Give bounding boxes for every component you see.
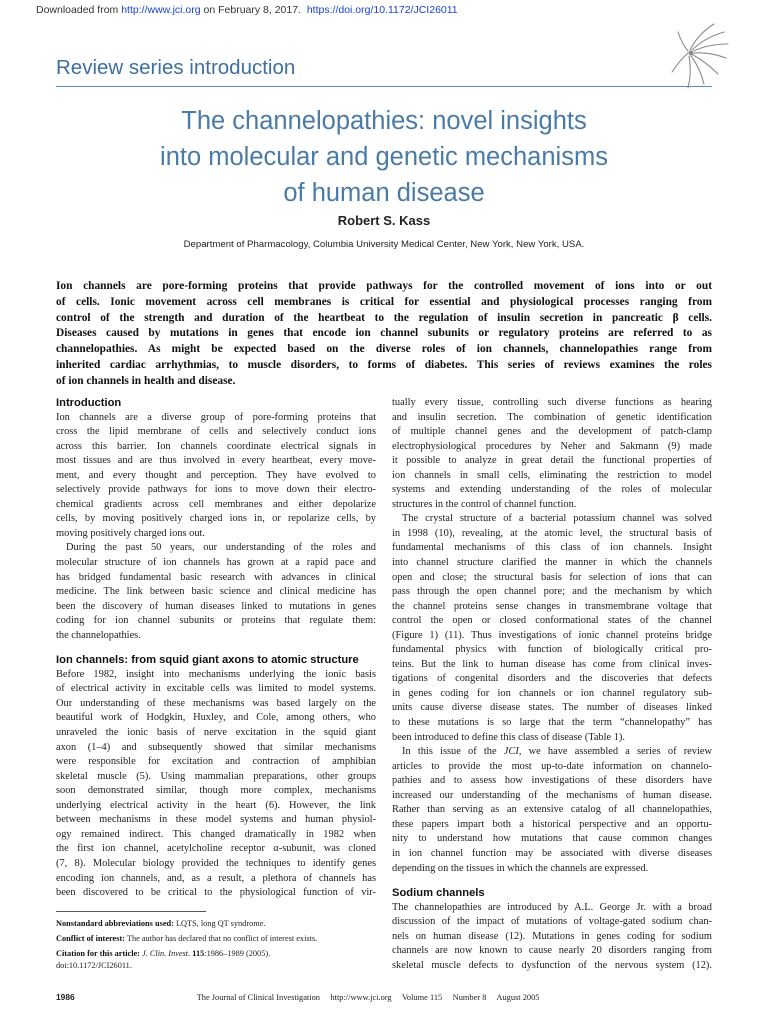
abstract-line: Diseases caused by mutations in genes that encode ion channel subunits or regulatory proteins are referred to as xyxy=(56,327,712,340)
jci-pinwheel-logo-icon xyxy=(668,20,730,92)
body-line: has bridged fundamental basic research with advances in clinical xyxy=(56,571,376,583)
body-line: Rather than serving as an extensive catalog of all channelopathies, xyxy=(392,804,712,816)
body-line: these papers impart both a historical perspective and an opportu- xyxy=(392,818,712,830)
author-name: Robert S. Kass xyxy=(337,213,431,228)
abbreviations-text: LQTS, long QT syndrome. xyxy=(175,919,266,928)
body-line: teins. But the link to human disease has come from clinical inves- xyxy=(392,658,712,670)
body-line: the channel proteins sense changes in transmembrane voltage that xyxy=(392,600,712,612)
body-line: into channel structure clarified the manner in which the channels xyxy=(392,557,712,569)
body-line: been the discovery of human diseases linked to mutations in genes xyxy=(56,600,376,612)
body-line: discussion of the impact of mutations of voltage-gated sodium chan- xyxy=(392,916,712,928)
body-line: been introduced to define this class of disease (Table 1). xyxy=(392,731,625,743)
body-line: pathies and to assess how investigations of these disorders have xyxy=(392,775,712,787)
body-line: cross the lipid membrane of cells and selectively conduct ions xyxy=(56,426,376,438)
footer-journal: The Journal of Clinical Investigation xyxy=(196,993,320,1002)
abstract-line: of ion channels in health and disease. xyxy=(56,374,236,387)
section-heading-squid: Ion channels: from squid giant axons to atomic structure xyxy=(56,654,359,667)
title-line: into molecular and genetic mechanisms xyxy=(160,143,608,171)
body-line: of electrical activity in excitable cells was limited to model systems. xyxy=(56,683,376,695)
body-line: depending on the tissues in which the channels are expressed. xyxy=(392,862,649,874)
footer-volume: Volume 115 xyxy=(401,993,443,1002)
body-line: axon (1–4) and subsequently showed that similar mechanisms xyxy=(56,741,376,753)
page-number: 1986 xyxy=(56,992,75,1002)
conflict-note xyxy=(56,933,376,945)
body-line: (Figure 1) (11). Thus investigations of ionic channel proteins bridge xyxy=(392,629,712,641)
body-line: moving positively charged ions out. xyxy=(56,527,206,539)
page-footer xyxy=(56,992,712,1002)
body-line: electrophysiological procedures by Neher and Sakmann (9) made xyxy=(392,440,712,452)
body-line: channels are now known to cause nearly 20 disorders ranging from xyxy=(392,945,712,957)
body-line: control the open or closed conformational states of the channel xyxy=(392,615,712,627)
body-line: the first ion channel, acetylcholine receptor α-subunit, was cloned xyxy=(56,843,376,855)
footnotes xyxy=(56,918,376,972)
body-line: The channelopathies are introduced by A.L. George Jr. with a broad xyxy=(392,901,712,913)
body-line: pass through the open channel pore; and the mechanism by which xyxy=(392,586,712,598)
title-line: The channelopathies: novel insights xyxy=(181,107,587,135)
issue-journal-name: JCI xyxy=(503,746,519,758)
abbreviations-note xyxy=(56,918,376,930)
citation-doi: doi:10.1172/JCI26011. xyxy=(56,961,132,970)
body-line: beautiful work of Hodgkin, Huxley, and Cole, among others, who xyxy=(56,712,376,724)
footnote-divider xyxy=(56,911,206,912)
doi-link[interactable]: https://doi.org/10.1172/JCI26011 xyxy=(306,4,458,16)
body-line: it possible to analyze in great detail the functional properties of xyxy=(392,455,712,467)
intro-paragraph-2 xyxy=(56,541,376,643)
body-line: skeletal muscle (5). Using mammalian preparations, other groups xyxy=(56,770,376,782)
body-line: Ion channels are a diverse group of pore-forming proteins that xyxy=(56,411,376,423)
left-column xyxy=(56,396,376,901)
body-line: soon demonstrated similar, though more complex, mechanisms xyxy=(56,785,376,797)
body-line: cells, by moving positively charged ions in, or repolarize cells, by xyxy=(56,513,376,525)
body-line xyxy=(392,745,712,760)
body-line: encoding ion channels, and, as a result, a plethora of channels has xyxy=(56,872,376,884)
section-heading-introduction: Introduction xyxy=(56,397,122,409)
abstract-line: Ion channels are pore-forming proteins that provide pathways for the controlled movement of ions into or out xyxy=(56,280,712,292)
body-line: nels on human disease (12). Mutations in genes coding for sodium xyxy=(392,930,712,942)
body-line: and insulin secretion. The combination of genetic identification xyxy=(392,411,712,423)
body-line: ment, and every thought and perception. They have evolved to xyxy=(56,469,376,481)
continuation-paragraph xyxy=(392,396,712,512)
citation-volume: 115 xyxy=(192,949,205,958)
section-heading-sodium: Sodium channels xyxy=(392,887,485,900)
article-title xyxy=(56,103,712,211)
abstract-line: control of the strength and duration of the heartbeat to the regulation of insulin secretion in pancreatic β cells. xyxy=(56,311,712,324)
body-line: been discovered to be critical to the physiological function of vir- xyxy=(56,887,376,899)
body-line: open and close; the structural basis for selection of ions that can xyxy=(392,571,712,583)
body-line: ogy remained indirect. This changed dramatically in 1982 when xyxy=(56,828,376,840)
squid-paragraph xyxy=(56,668,376,901)
downloaded-date: on February 8, 2017. xyxy=(203,4,301,16)
abbreviations-label: Nonstandard abbreviations used: xyxy=(56,919,174,928)
abstract-line: of cells. Ionic movement across cell membranes is critical for essential and physiological processes ranging from xyxy=(56,295,712,308)
body-line: coding for ion channel subunits or proteins that regulate them: xyxy=(56,615,376,627)
citation-label: Citation for this article: xyxy=(56,949,140,958)
body-line: unraveled the ionic basis of nerve excitation in the squid giant xyxy=(56,727,376,739)
abstract-line: channelopathies. As might be expected based on the diverse roles of ion channels, channelopathies range from xyxy=(56,343,712,356)
body-line: in genes coding for ion channels or ion channel regulatory sub- xyxy=(392,687,712,699)
body-line: Before 1982, insight into mechanisms underlying the ionic basis xyxy=(56,668,376,680)
sodium-paragraph xyxy=(392,901,712,974)
body-line: most tissues and are thus involved in every heartbeat, every move- xyxy=(56,455,376,467)
intro-paragraph-1 xyxy=(56,411,376,542)
body-line: nity to understand how mutations that cause common changes xyxy=(392,833,712,845)
abstract xyxy=(56,279,712,390)
section-divider xyxy=(56,86,712,87)
issue-text-after: , we have assembled a series of review xyxy=(518,746,712,758)
body-line: The crystal structure of a bacterial potassium channel was solved xyxy=(402,513,712,525)
citation-note xyxy=(56,948,376,960)
site-link[interactable]: http://www.jci.org xyxy=(121,4,201,16)
body-line: to these mutations is so large that the term “channelopathy” has xyxy=(392,717,712,729)
crystal-paragraph xyxy=(392,512,712,745)
title-line: of human disease xyxy=(283,179,485,207)
body-line: the channelopathies. xyxy=(56,629,141,641)
body-line: systems and extending understanding of the roles of molecular xyxy=(392,484,712,496)
footer-date: August 2005 xyxy=(496,993,540,1002)
footer-url[interactable]: http://www.jci.org xyxy=(330,993,392,1002)
body-line: units cause diverse disease states. The number of diseases linked xyxy=(392,702,712,714)
citation-pages: :1986–1989 (2005). xyxy=(204,949,271,958)
conflict-label: Conflict of interest: xyxy=(56,934,125,943)
body-line: tigations of congenital disorders and the discoveries that defects xyxy=(392,673,712,685)
body-line: (7, 8). Molecular biology provided the techniques to identify genes xyxy=(56,857,376,869)
body-line: Our understanding of these mechanisms was based largely on the xyxy=(56,697,376,709)
body-line: were responsible for excitation and contraction of amphibian xyxy=(56,756,376,768)
body-line: in 1998 (10), revealing, at the atomic level, the structural basis of xyxy=(392,527,712,539)
body-line: chemical gradients across cell membranes and either depolarize xyxy=(56,498,376,510)
body-line: medicine. The link between basic science and clinical medicine has xyxy=(56,586,376,598)
citation-journal: J. Clin. Invest. xyxy=(142,949,191,958)
body-line: structures in the control of channel function. xyxy=(392,498,577,510)
footer-number: Number 8 xyxy=(452,993,487,1002)
issue-text-before: In this issue of the xyxy=(402,746,504,758)
issue-paragraph xyxy=(392,745,712,876)
body-line: molecular structure of ion channels has grown at a rapid pace and xyxy=(56,557,376,569)
abstract-line: inherited cardiac arrhythmias, to muscle disorders, to forms of diabetes. This series of reviews examines the roles xyxy=(56,358,712,371)
downloaded-prefix: Downloaded from xyxy=(36,4,119,16)
body-line: skeletal muscle defects to dysfunction of the nervous system (12). xyxy=(392,959,712,971)
body-line: fundamental mechanisms of this class of ion channels. Insight xyxy=(392,542,712,554)
body-line: selectively provide pathways for ions to move down their electro- xyxy=(56,484,376,496)
author-affiliation: Department of Pharmacology, Columbia University Medical Center, New York, New York, USA. xyxy=(183,239,585,250)
right-column xyxy=(392,396,712,973)
body-line: ion channels in small cells, eliminating the restriction to model xyxy=(392,469,712,481)
body-line: fundamental physics with function of biologically critical pro- xyxy=(392,644,712,656)
download-banner xyxy=(36,4,458,16)
body-line: underlying electrical activity in the heart (6). However, the link xyxy=(56,799,376,811)
body-line: in ion channel function may be associated with diverse diseases xyxy=(392,847,712,859)
conflict-text: The author has declared that no conflict of interest exists. xyxy=(126,934,318,943)
body-line: During the past 50 years, our understanding of the roles and xyxy=(66,542,376,554)
body-line: of multiple channel genes and the development of patch-clamp xyxy=(392,426,712,438)
section-label: Review series introduction xyxy=(56,56,296,79)
body-line: tually every tissue, controlling such diverse functions as hearing xyxy=(392,397,712,408)
body-line: increased our understanding of the mechanisms of human disease. xyxy=(392,789,712,801)
body-line: articles to provide the most up-to-date information on channelo- xyxy=(392,760,712,772)
body-line: across this barrier. Ion channels coordinate electrical signals in xyxy=(56,440,376,452)
body-line: between mechanisms in these model systems and human physiol- xyxy=(56,814,376,826)
